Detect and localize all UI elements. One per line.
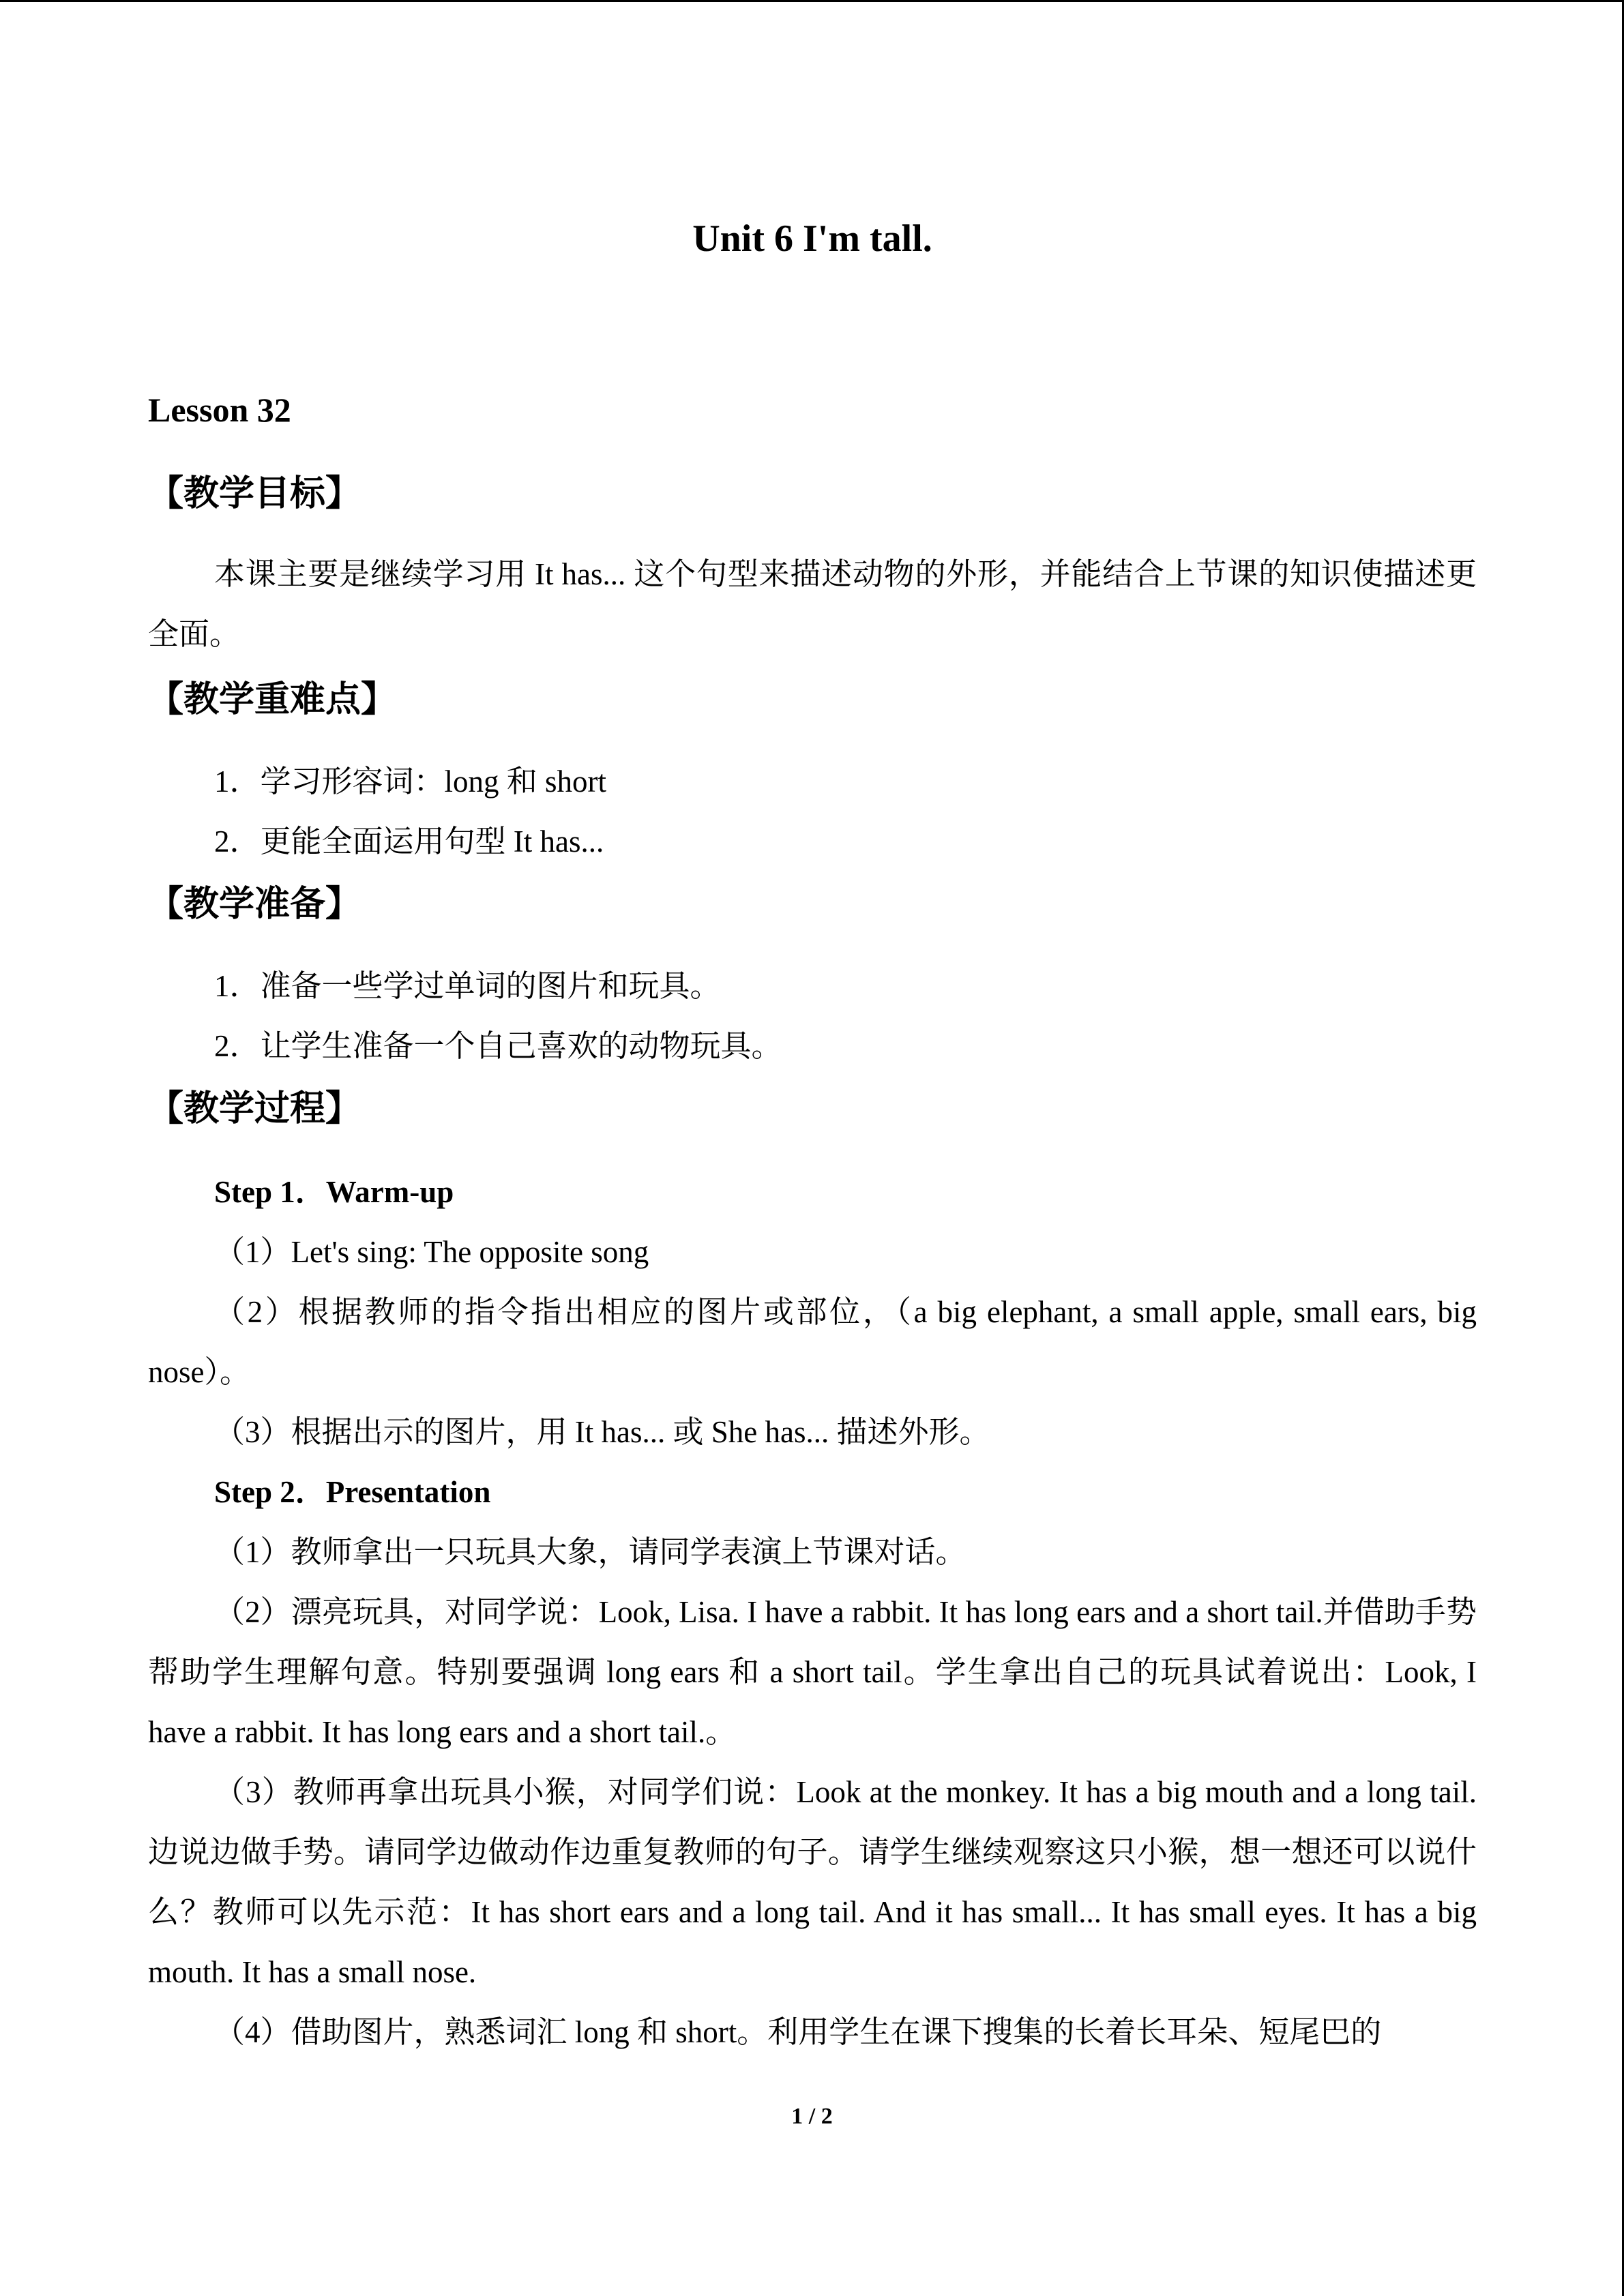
step2-item: （2）漂亮玩具，对同学说：Look, Lisa. I have a rabbit. It has long ears and a short tail.并借助手势帮助学生理解句意。特别要强调 long ears 和 a short tail。学生拿出自己的玩具试着说出：Look, I have a rabbit. It has long ears and a short tail.。 [148,1595,1477,1749]
document-title: Unit 6 I'm tall. [692,218,932,260]
objectives-paragraph: 本课主要是继续学习用 It has... 这个句型来描述动物的外形，并能结合上节课的知识使描述更全面。 [148,557,1477,651]
step1-title: Step 1．Warm-up [214,1175,454,1209]
step2-item: （3）教师再拿出玩具小猴，对同学们说：Look at the monkey. It has a big mouth and a long tail.边说边做手势。请同学边做动作边重复教师的句子。请学生继续观察这只小猴，想一想还可以说什么？教师可以先示范：It has short ears and a long tail. And it has small... It has small eyes. It has a big mouth. It has a small nose. [148,1775,1477,1989]
key-point-item: 2．更能全面运用句型 It has... [214,824,604,859]
process-heading: 【教学过程】 [148,1088,361,1129]
step2-item: （4）借助图片，熟悉词汇 long 和 short。利用学生在课下搜集的长着长耳朵、短尾巴的 [214,2015,1382,2049]
lesson-label: Lesson 32 [148,391,291,429]
objectives-heading: 【教学目标】 [148,473,361,514]
preparation-heading: 【教学准备】 [148,884,361,925]
step1-item: （2）根据教师的指令指出相应的图片或部位，（a big elephant, a small apple, small ears, big nose）。 [148,1295,1477,1389]
preparation-item: 2．让学生准备一个自己喜欢的动物玩具。 [214,1029,782,1063]
page-border-top [0,0,1624,2]
preparation-item: 1．准备一些学过单词的图片和玩具。 [214,969,721,1003]
step1-item: （1）Let's sing: The opposite song [214,1235,649,1269]
key-point-item: 1．学习形容词：long 和 short [214,764,607,799]
page-number: 1 / 2 [791,2104,833,2129]
step1-item: （3）根据出示的图片，用 It has... 或 She has... 描述外形。 [214,1415,990,1449]
step2-item: （1）教师拿出一只玩具大象，请同学表演上节课对话。 [214,1535,966,1569]
step2-title: Step 2．Presentation [214,1475,491,1509]
key-points-heading: 【教学重难点】 [148,679,397,720]
